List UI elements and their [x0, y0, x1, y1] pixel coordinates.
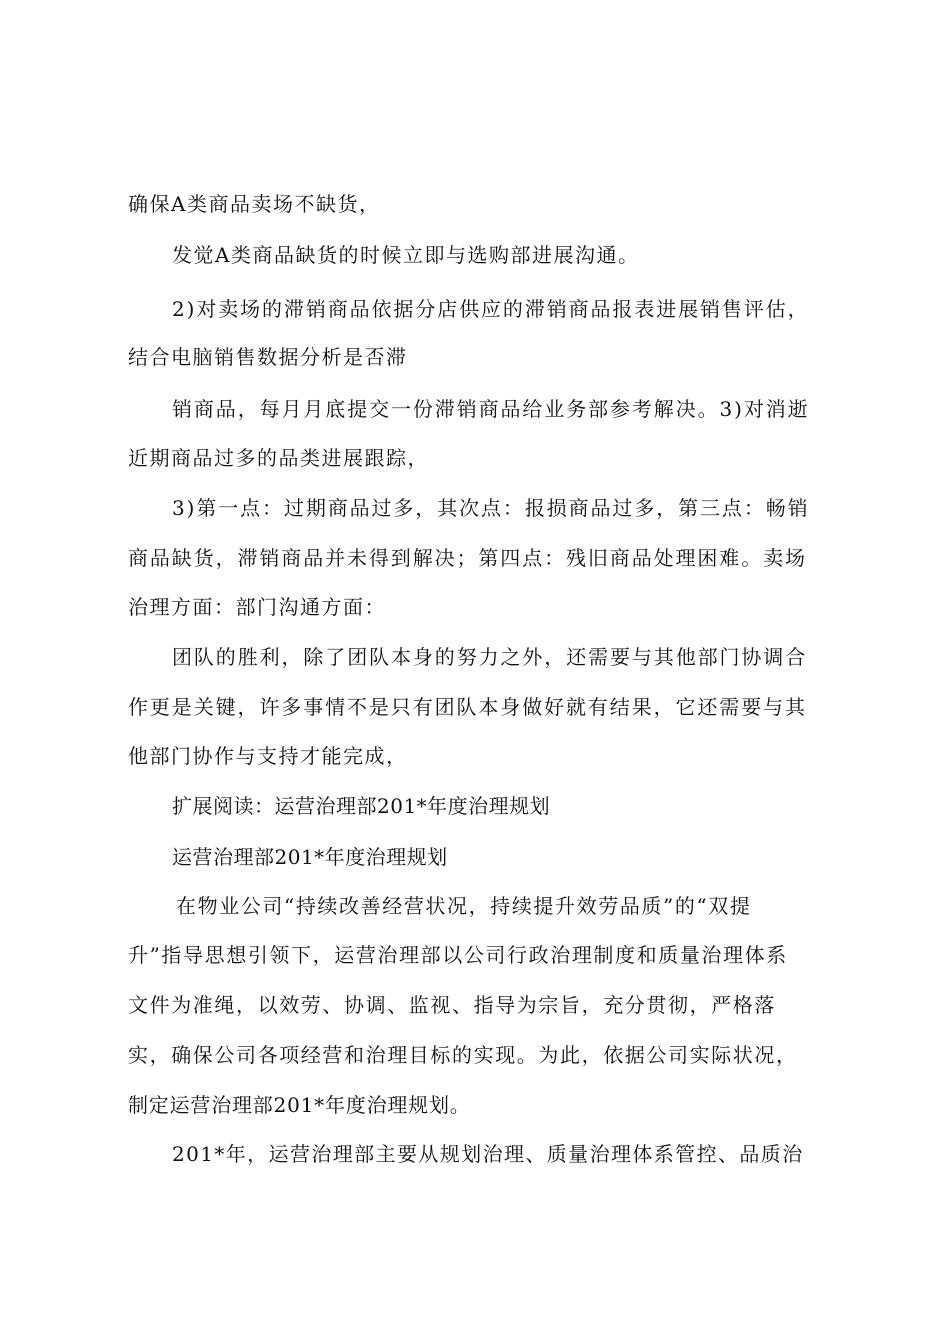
- text-line: 在物业公司“持续改善经营状况，持续提升效劳品质”的“双提: [176, 894, 752, 918]
- text-line: 发觉A类商品缺货的时候立即与选购部进展沟通。: [172, 243, 640, 267]
- text-line: 制定运营治理部201*年度治理规划。: [128, 1093, 471, 1117]
- text-line: 商品缺货，滞销商品并未得到解决；第四点：残旧商品处理困难。卖场: [128, 546, 807, 570]
- text-line: 他部门协作与支持才能完成，: [128, 744, 408, 768]
- text-line: 作更是关键，许多事情不是只有团队本身做好就有结果，它还需要与其: [128, 695, 807, 719]
- text-line: 升”指导思想引领下，运营治理部以公司行政治理制度和质量治理体系: [128, 943, 788, 967]
- text-line: 实，确保公司各项经营和治理目标的实现。为此，依据公司实际状况，: [128, 1043, 798, 1067]
- text-line: 2)对卖场的滞销商品依据分店供应的滞销商品报表进展销售评估，: [172, 297, 810, 321]
- text-line: 扩展阅读：运营治理部201*年度治理规划: [172, 794, 551, 818]
- text-line: 结合电脑销售数据分析是否滞: [128, 345, 408, 369]
- text-line: 近期商品过多的品类进展跟踪，: [128, 446, 429, 470]
- text-line: 确保A类商品卖场不缺货，: [128, 192, 381, 216]
- text-line: 销商品，每月月底提交一份滞销商品给业务部参考解决。3)对消逝: [172, 397, 810, 421]
- text-line: 团队的胜利，除了团队本身的努力之外，还需要与其他部门协调合: [172, 645, 808, 669]
- text-line: 文件为准绳，以效劳、协调、监视、指导为宗旨，充分贯彻，严格落: [128, 993, 776, 1017]
- text-line: 3)第一点：过期商品过多，其次点：报损商品过多，第三点：畅销: [172, 496, 810, 520]
- text-line: 201*年，运营治理部主要从规划治理、质量治理体系管控、品质治: [172, 1142, 804, 1166]
- text-line: 治理方面：部门沟通方面：: [128, 595, 386, 619]
- section-title: 运营治理部201*年度治理规划: [172, 845, 448, 869]
